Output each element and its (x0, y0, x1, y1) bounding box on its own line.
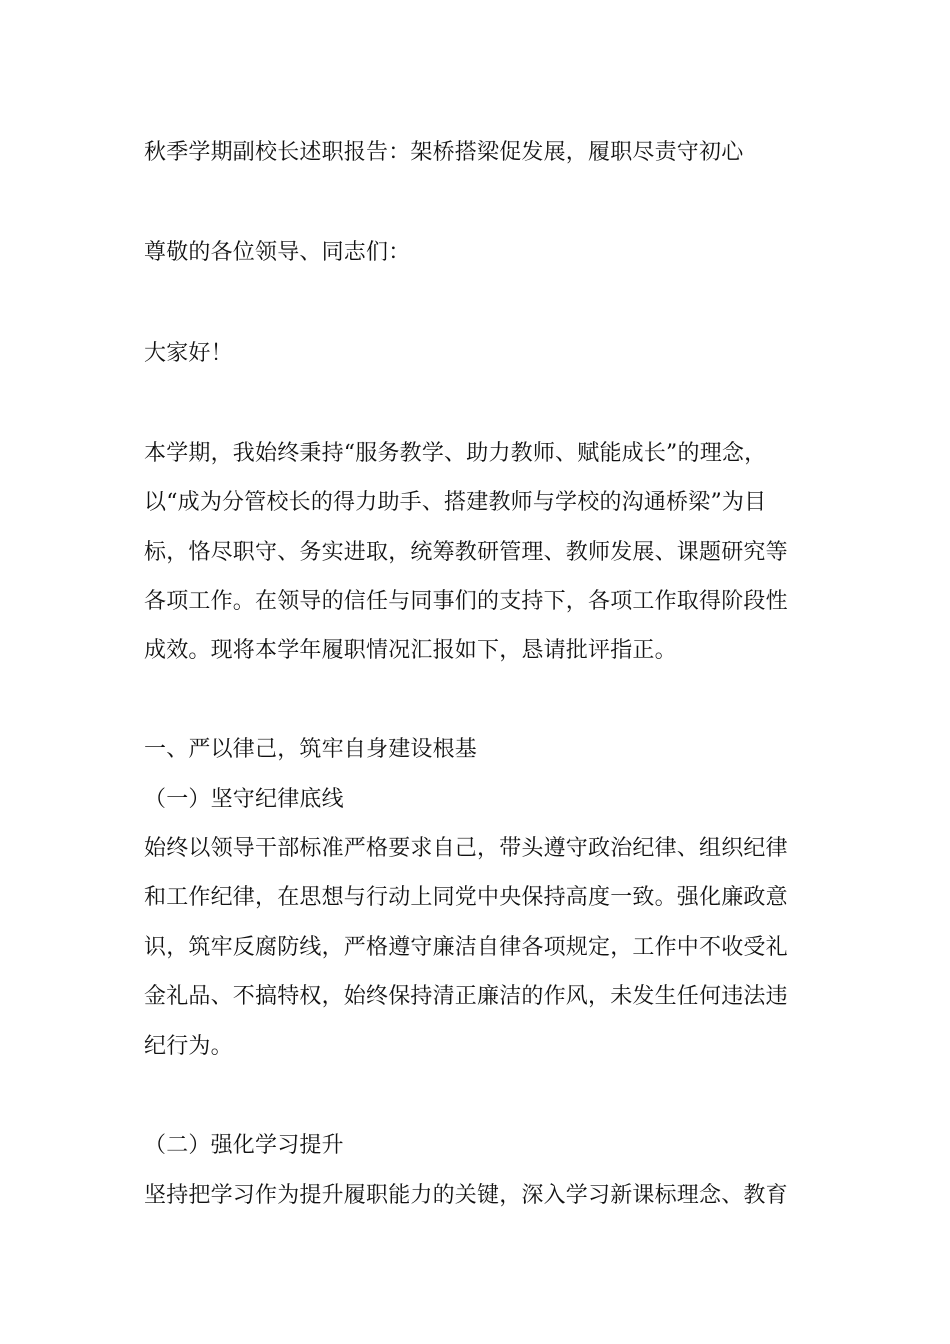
paragraph-line: 各项工作。在领导的信任与同事们的支持下，各项工作取得阶段性 (144, 589, 788, 614)
subsection-heading: （一）坚守纪律底线 (144, 787, 344, 812)
paragraph-line: 标，恪尽职守、务实进取，统筹教研管理、教师发展、课题研究等 (144, 540, 788, 565)
paragraph-line: 本学期，我始终秉持“服务教学、助力教师、赋能成长”的理念， (144, 441, 767, 466)
paragraph-line: 以“成为分管校长的得力助手、搭建教师与学校的沟通桥梁”为目 (144, 490, 767, 515)
salutation: 尊敬的各位领导、同志们： (144, 240, 411, 265)
paragraph-line: 金礼品、不搞特权，始终保持清正廉洁的作风，未发生任何违法违 (144, 984, 788, 1009)
section-heading: 一、严以律己，筑牢自身建设根基 (144, 737, 478, 762)
paragraph-line: 成效。现将本学年履职情况汇报如下，恳请批评指正。 (144, 638, 677, 663)
paragraph-line: 始终以领导干部标准严格要求自己，带头遵守政治纪律、组织纪律 (144, 836, 788, 861)
document-title: 秋季学期副校长述职报告：架桥搭梁促发展，履职尽责守初心 (144, 140, 744, 165)
paragraph-line: 坚持把学习作为提升履职能力的关键，深入学习新课标理念、教育 (144, 1183, 788, 1208)
greeting: 大家好！ (144, 341, 233, 366)
subsection-heading: （二）强化学习提升 (144, 1133, 344, 1158)
paragraph-line: 和工作纪律，在思想与行动上同党中央保持高度一致。强化廉政意 (144, 885, 788, 910)
paragraph-line: 纪行为。 (144, 1034, 233, 1059)
paragraph-line: 识，筑牢反腐防线，严格遵守廉洁自律各项规定，工作中不收受礼 (144, 935, 788, 960)
